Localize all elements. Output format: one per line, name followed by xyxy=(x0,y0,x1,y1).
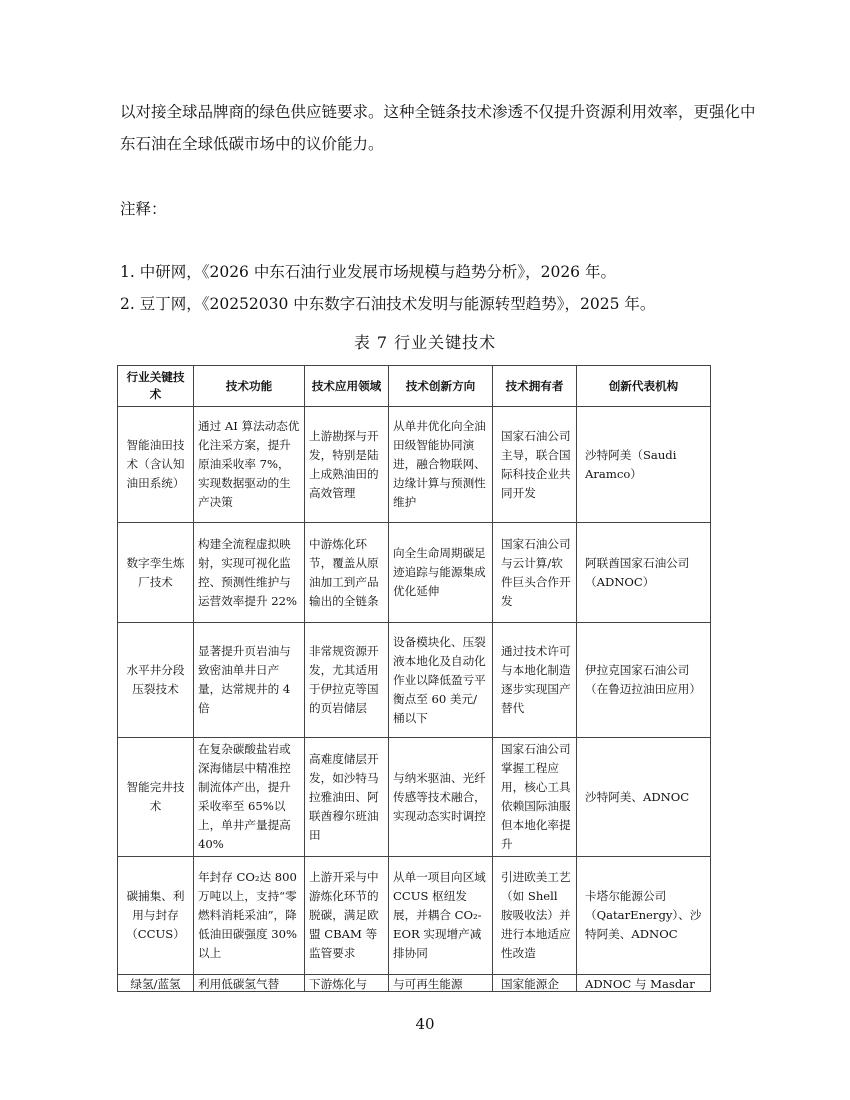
tech-direction-cell: 从单一项目向区域 CCUS 枢纽发展，并耦合 CO₂-EOR 实现增产减排协同 xyxy=(389,857,493,975)
tech-function-cell: 年封存 CO₂达 800 万吨以上，支持“零燃料消耗采油”，降低油田碳强度 30%以上 xyxy=(194,857,305,975)
tech-name-cell: 数字孪生炼厂技术 xyxy=(118,523,194,623)
table-row xyxy=(118,857,711,975)
tech-owner-cell: 引进欧美工艺（如 Shell 胺吸收法）并进行本地适应性改造 xyxy=(493,857,577,975)
tech-institution-cell: 沙特阿美、ADNOC xyxy=(577,738,711,857)
reference-item: 2. 豆丁网，《20252030 中东数字石油技术发明与能源转型趋势》，2025 年。 xyxy=(120,295,656,313)
table-row xyxy=(118,523,711,623)
tech-name-cell: 碳捕集、利用与封存（CCUS） xyxy=(118,857,194,975)
tech-field-cell: 高难度储层开发，如沙特马拉雅油田、阿联酋穆尔班油田 xyxy=(305,738,389,857)
table-row xyxy=(118,975,711,992)
tech-function-cell: 利用低碳氢气替 xyxy=(194,975,305,992)
header-cell: 行业关键技术 xyxy=(118,366,194,407)
header-cell: 技术功能 xyxy=(194,366,305,407)
tech-institution-cell: 沙特阿美（Saudi Aramco） xyxy=(577,407,711,523)
page-number: 40 xyxy=(415,1015,435,1033)
tech-function-cell: 构建全流程虚拟映射，实现可视化监控、预测性维护与运营效率提升 22% xyxy=(194,523,305,623)
header-cell: 技术应用领域 xyxy=(305,366,389,407)
tech-field-cell: 中游炼化环节，覆盖从原油加工到产品输出的全链条 xyxy=(305,523,389,623)
tech-institution-cell: 卡塔尔能源公司（QatarEnergy）、沙特阿美、ADNOC xyxy=(577,857,711,975)
tech-owner-cell: 国家石油公司与云计算/软件巨头合作开发 xyxy=(493,523,577,623)
table-row xyxy=(118,407,711,523)
tech-name-cell: 智能完井技术 xyxy=(118,738,194,857)
tech-owner-cell: 国家能源企 xyxy=(493,975,577,992)
tech-owner-cell: 国家石油公司主导，联合国际科技企业共同开发 xyxy=(493,407,577,523)
key-technology-table xyxy=(117,365,711,992)
tech-field-cell: 下游炼化与 xyxy=(305,975,389,992)
tech-direction-cell: 向全生命周期碳足迹追踪与能源集成优化延伸 xyxy=(389,523,493,623)
tech-institution-cell: ADNOC 与 Masdar xyxy=(577,975,711,992)
reference-list xyxy=(120,256,760,320)
table-caption: 表 7 行业关键技术 xyxy=(353,333,497,352)
intro-paragraph: 以对接全球品牌商的绿色供应链要求。这种全链条技术渗透不仅提升资源利用效率，更强化中东石油在全球低碳市场中的议价能力。 xyxy=(120,103,756,153)
table-header-row xyxy=(118,366,711,407)
header-cell: 创新代表机构 xyxy=(577,366,711,407)
tech-direction-cell: 设备模块化、压裂液本地化及自动化作业以降低盈亏平衡点至 60 美元/桶以下 xyxy=(389,623,493,738)
header-cell: 技术拥有者 xyxy=(493,366,577,407)
tech-name-cell: 智能油田技术（含认知油田系统） xyxy=(118,407,194,523)
tech-field-cell: 上游勘探与开发，特别是陆上成熟油田的高效管理 xyxy=(305,407,389,523)
notes-label: 注释： xyxy=(120,200,167,218)
table-row xyxy=(118,623,711,738)
tech-function-cell: 通过 AI 算法动态优化注采方案，提升原油采收率 7%，实现数据驱动的生产决策 xyxy=(194,407,305,523)
tech-direction-cell: 与纳米驱油、光纤传感等技术融合，实现动态实时调控 xyxy=(389,738,493,857)
reference-item: 1. 中研网，《2026 中东石油行业发展市场规模与趋势分析》，2026 年。 xyxy=(120,263,616,281)
tech-owner-cell: 国家石油公司掌握工程应用，核心工具依赖国际油服但本地化率提升 xyxy=(493,738,577,857)
tech-function-cell: 显著提升页岩油与致密油单井日产量，达常规井的 4 倍 xyxy=(194,623,305,738)
tech-direction-cell: 与可再生能源 xyxy=(389,975,493,992)
tech-direction-cell: 从单井优化向全油田级智能协同演进，融合物联网、边缘计算与预测性维护 xyxy=(389,407,493,523)
table-row xyxy=(118,738,711,857)
header-cell: 技术创新方向 xyxy=(389,366,493,407)
tech-institution-cell: 阿联酋国家石油公司（ADNOC） xyxy=(577,523,711,623)
tech-field-cell: 上游开采与中游炼化环节的脱碳，满足欧盟 CBAM 等监管要求 xyxy=(305,857,389,975)
tech-name-cell: 水平井分段压裂技术 xyxy=(118,623,194,738)
tech-function-cell: 在复杂碳酸盐岩或深海储层中精准控制流体产出，提升采收率至 65%以上，单井产量提高 40% xyxy=(194,738,305,857)
tech-field-cell: 非常规资源开发，尤其适用于伊拉克等国的页岩储层 xyxy=(305,623,389,738)
tech-name-cell: 绿氢/蓝氢 xyxy=(118,975,194,992)
tech-owner-cell: 通过技术许可与本地化制造逐步实现国产替代 xyxy=(493,623,577,738)
tech-institution-cell: 伊拉克国家石油公司（在鲁迈拉油田应用） xyxy=(577,623,711,738)
